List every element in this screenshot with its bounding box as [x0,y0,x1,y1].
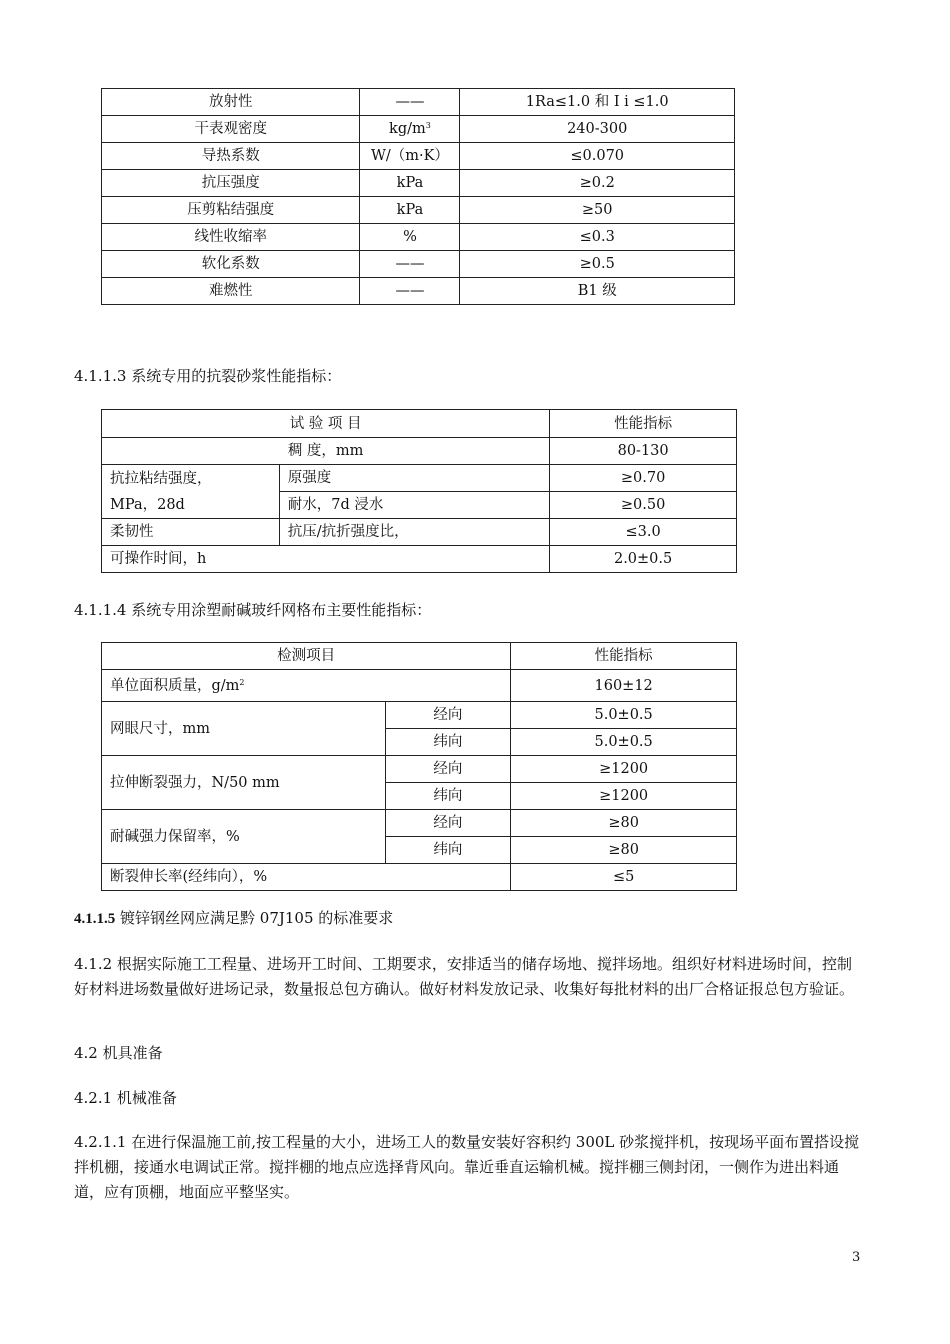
header-index: 性能指标 [511,643,737,670]
item-cell: 抗压强度 [102,170,360,197]
item-cell: 软化系数 [102,251,360,278]
mesh-warp-value: 5.0±0.5 [511,702,737,729]
header-item: 试 验 项 目 [102,410,550,438]
unit-text: kg/m [389,121,426,137]
weft-label: 纬向 [385,837,511,864]
alkali-label: 耐碱强力保留率，% [102,810,386,864]
table-row [102,143,735,170]
warp-label: 经向 [385,810,511,837]
consistency-label: 稠 度，mm [102,438,550,465]
original-label: 原强度 [279,465,550,492]
page-number: 3 [852,1250,861,1265]
warp-label: 经向 [385,756,511,783]
unit-cell: —— [360,278,460,305]
table-row [102,864,737,891]
table-row [102,251,735,278]
table-row [102,702,737,729]
heading-4-2-1: 4.2.1 机械准备 [74,1089,177,1107]
paragraph-4-2-1-1: 4.2.1.1 在进行保温施工前,按工程量的大小，进场工人的数量安装好容积约 300L 砂浆搅拌机，按现场平面布置搭设搅拌机棚，接通水电调试正常。搅拌棚的地点应选择背风向。靠近垂直运输机械。搅拌棚三侧封闭，一侧作为进出料通道，应有顶棚，地面应平整坚实。 [74,1133,860,1201]
elong-value: ≤5 [511,864,737,891]
unit-cell: W/（m·K） [360,143,460,170]
flex-value: ≤3.0 [550,519,737,546]
table-row [102,170,735,197]
heading-4-1-1-5 [74,906,864,932]
table-row [102,810,737,837]
consistency-value: 80-130 [550,438,737,465]
item-cell: 难燃性 [102,278,360,305]
weft-label: 纬向 [385,783,511,810]
mesh-label: 网眼尺寸，mm [102,702,386,756]
properties-table [101,88,735,305]
water-value: ≥0.50 [550,492,737,519]
tensile-label-line2: MPa，28d [110,496,185,513]
unit-cell: —— [360,251,460,278]
value-cell: ≤0.070 [460,143,735,170]
value-cell: B1 级 [460,278,735,305]
value-cell: ≥50 [460,197,735,224]
table-row [102,89,735,116]
unit-cell: % [360,224,460,251]
unit-cell: kPa [360,197,460,224]
unit-cell: kPa [360,170,460,197]
heading-4-1-1-4: 4.1.1.4 系统专用涂塑耐碱玻纤网格布主要性能指标： [74,601,432,619]
item-cell: 压剪粘结强度 [102,197,360,224]
item-cell: 放射性 [102,89,360,116]
optime-value: 2.0±0.5 [550,546,737,573]
mortar-table [101,409,737,573]
flex-label: 柔韧性 [102,519,280,546]
warp-label: 经向 [385,702,511,729]
table-row [102,670,737,702]
heading-4-1-1-3: 4.1.1.3 系统专用的抗裂砂浆性能指标： [74,367,342,385]
mass-superscript: 2 [239,677,245,687]
table-row [102,438,737,465]
value-cell: 1Ra≤1.0 和 I i ≤1.0 [460,89,735,116]
optime-label: 可操作时间，h [102,546,550,573]
mesh-weft-value: 5.0±0.5 [511,729,737,756]
tensile-weft-value: ≥1200 [511,783,737,810]
heading-4-1-1-5-number: 4.1.1.5 [74,911,116,927]
unit-superscript: 3 [425,121,431,130]
flex-sub-label: 抗压/抗折强度比， [279,519,550,546]
tensile-label [102,465,280,519]
heading-4-1-1-5-text: 镀锌钢丝网应满足黔 07J105 的标准要求 [115,909,394,927]
mass-label [102,670,511,702]
water-label: 耐水，7d 浸水 [279,492,550,519]
heading-4-2: 4.2 机具准备 [74,1044,163,1062]
item-cell: 线性收缩率 [102,224,360,251]
unit-cell: —— [360,89,460,116]
table-row [102,756,737,783]
mesh-table [101,642,737,891]
table-row [102,224,735,251]
table-row [102,465,737,492]
item-cell: 干表观密度 [102,116,360,143]
mass-value: 160±12 [511,670,737,702]
weft-label: 纬向 [385,729,511,756]
value-cell: ≥0.2 [460,170,735,197]
tensile-label-line1: 抗拉粘结强度， [110,470,212,487]
paragraph-4-1-2: 4.1.2 根据实际施工工程量、进场开工时间、工期要求，安排适当的储存场地、搅拌场地。组织好材料进场时间，控制好材料进场数量做好进场记录，数量报总包方确认。做好材料发放记录、收集好每批材料的出厂合格证报总包方验证。 [74,955,855,998]
value-cell: ≥0.5 [460,251,735,278]
tensile-label: 拉伸断裂强力，N/50 mm [102,756,386,810]
item-cell: 导热系数 [102,143,360,170]
table-row [102,519,737,546]
tensile-warp-value: ≥1200 [511,756,737,783]
original-value: ≥0.70 [550,465,737,492]
table-header-row [102,410,737,438]
header-item: 检测项目 [102,643,511,670]
mass-label-text: 单位面积质量，g/m [110,677,240,694]
value-cell: 240-300 [460,116,735,143]
value-cell: ≤0.3 [460,224,735,251]
header-index: 性能指标 [550,410,737,438]
table-row [102,546,737,573]
unit-cell [360,116,460,143]
table-header-row [102,643,737,670]
elong-label: 断裂伸长率(经纬向），% [102,864,511,891]
table-row [102,278,735,305]
alkali-weft-value: ≥80 [511,837,737,864]
table-row [102,116,735,143]
table-row [102,197,735,224]
alkali-warp-value: ≥80 [511,810,737,837]
